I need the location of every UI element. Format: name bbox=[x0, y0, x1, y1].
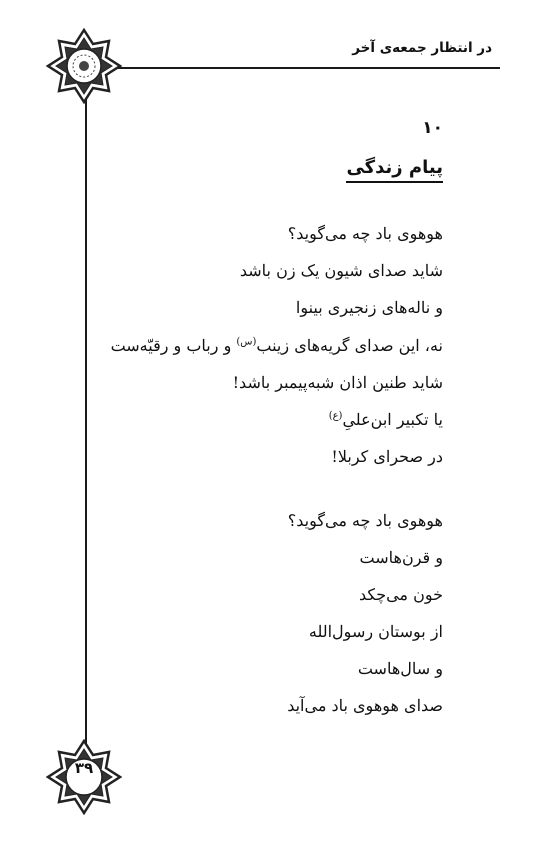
page-number: ۳۹ bbox=[74, 759, 94, 777]
margin-rule bbox=[85, 80, 87, 750]
honorific-superscript: (س) bbox=[236, 336, 257, 348]
poem-line-part: و رباب و رقیّه‌ست bbox=[110, 336, 237, 355]
poem-line: و قرن‌هاست bbox=[359, 548, 443, 567]
poem-line: شاید صدای شیون یک زن باشد bbox=[239, 261, 443, 280]
poem-title: پیام زندگی bbox=[346, 157, 443, 183]
poem-line: از بوستان رسول‌الله bbox=[308, 622, 443, 641]
poem-line: شاید طنین اذان شبه‌پیمبر باشد! bbox=[232, 373, 443, 392]
poem-line-part: نه، این صدای گریه‌های زینب bbox=[256, 336, 443, 355]
poem-line: در صحرای کربلا! bbox=[331, 447, 443, 466]
running-title: در انتظار جمعه‌ی آخر bbox=[352, 40, 492, 56]
honorific-superscript: (ع) bbox=[328, 410, 343, 422]
poem-line: خون می‌چکد bbox=[358, 585, 443, 604]
poem-line: صدای هوهوی باد می‌آید bbox=[287, 696, 443, 715]
header-rule bbox=[82, 67, 500, 69]
rosette-ornament-bottom bbox=[46, 739, 122, 815]
poem-line bbox=[329, 410, 443, 429]
rosette-ornament-top bbox=[46, 28, 122, 104]
poem-line bbox=[111, 336, 443, 355]
poem-line-part: یا تکبیر ابن‌علیِ bbox=[342, 410, 443, 429]
poem-line: و سال‌هاست bbox=[357, 659, 443, 678]
poem-line: هوهوی باد چه می‌گوید؟ bbox=[287, 224, 443, 243]
poem-number: ۱۰ bbox=[422, 118, 443, 138]
poem-line: و ناله‌های زنجیری بینوا bbox=[295, 298, 443, 317]
poem-line: هوهوی باد چه می‌گوید؟ bbox=[287, 511, 443, 530]
